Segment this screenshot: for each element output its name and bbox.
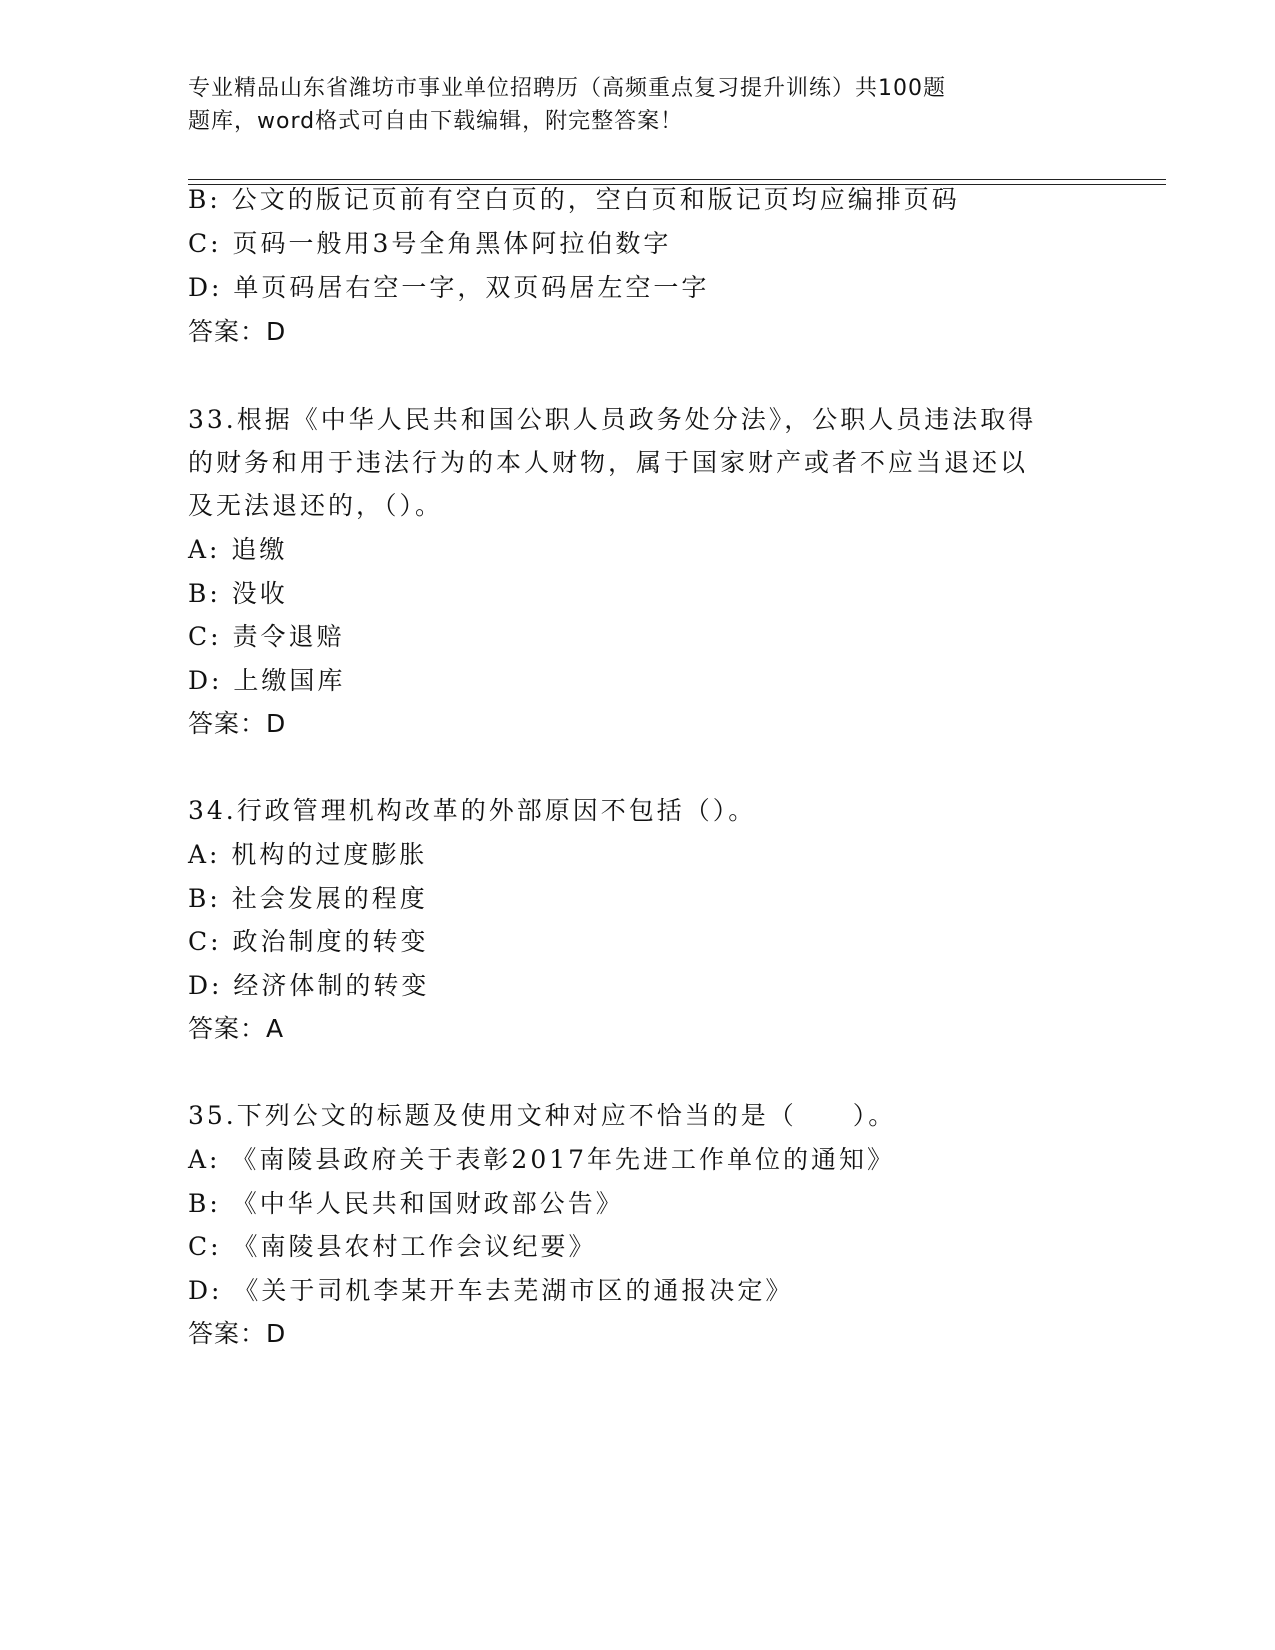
header-title-line-2: 题库，word格式可自由下载编辑，附完整答案！ (188, 109, 684, 134)
document-header (188, 72, 1068, 138)
q35-option-c: C: 《南陵县农村工作会议纪要》 (188, 1232, 597, 1261)
q33-option-c: C: 责令退赔 (188, 622, 345, 651)
q35-option-d: D: 《关于司机李某开车去芜湖市区的通报决定》 (188, 1276, 794, 1305)
q32-answer: 答案：D (188, 317, 287, 346)
q34-stem-line-1: 34.行政管理机构改革的外部原因不包括（）。 (188, 796, 757, 825)
header-title-line-1: 专业精品山东省潍坊市事业单位招聘历（高频重点复习提升训练）共100题 (188, 76, 946, 101)
q33-option-d: D: 上缴国库 (188, 666, 346, 695)
q34-option-a: A: 机构的过度膨胀 (188, 840, 428, 869)
q34-option-c: C: 政治制度的转变 (188, 927, 429, 956)
q33-stem-line-1: 33.根据《中华人民共和国公职人员政务处分法》，公职人员违法取得 (188, 405, 1037, 434)
q33-stem-line-2: 的财务和用于违法行为的本人财物，属于国家财产或者不应当退还以 (188, 448, 1029, 477)
q34-answer: 答案：A (188, 1014, 285, 1043)
q33-option-b: B: 没收 (188, 579, 288, 608)
q35-option-a: A: 《南陵县政府关于表彰2017年先进工作单位的通知》 (188, 1145, 896, 1174)
q34-option-d: D: 经济体制的转变 (188, 971, 430, 1000)
q35-option-b: B: 《中华人民共和国财政部公告》 (188, 1189, 624, 1218)
q35-stem-line-1: 35.下列公文的标题及使用文种对应不恰当的是（ ）。 (188, 1101, 897, 1130)
q32-option-c: C: 页码一般用3号全角黑体阿拉伯数字 (188, 229, 672, 258)
q32-option-b: B: 公文的版记页前有空白页的，空白页和版记页均应编排页码 (188, 185, 960, 214)
q33-answer: 答案：D (188, 709, 287, 738)
q35-answer: 答案：D (188, 1319, 287, 1348)
q33-option-a: A: 追缴 (188, 535, 288, 564)
q33-stem-line-3: 及无法退还的，（）。 (188, 491, 444, 520)
q32-option-d: D: 单页码居右空一字，双页码居左空一字 (188, 273, 710, 302)
q34-option-b: B: 社会发展的程度 (188, 884, 428, 913)
